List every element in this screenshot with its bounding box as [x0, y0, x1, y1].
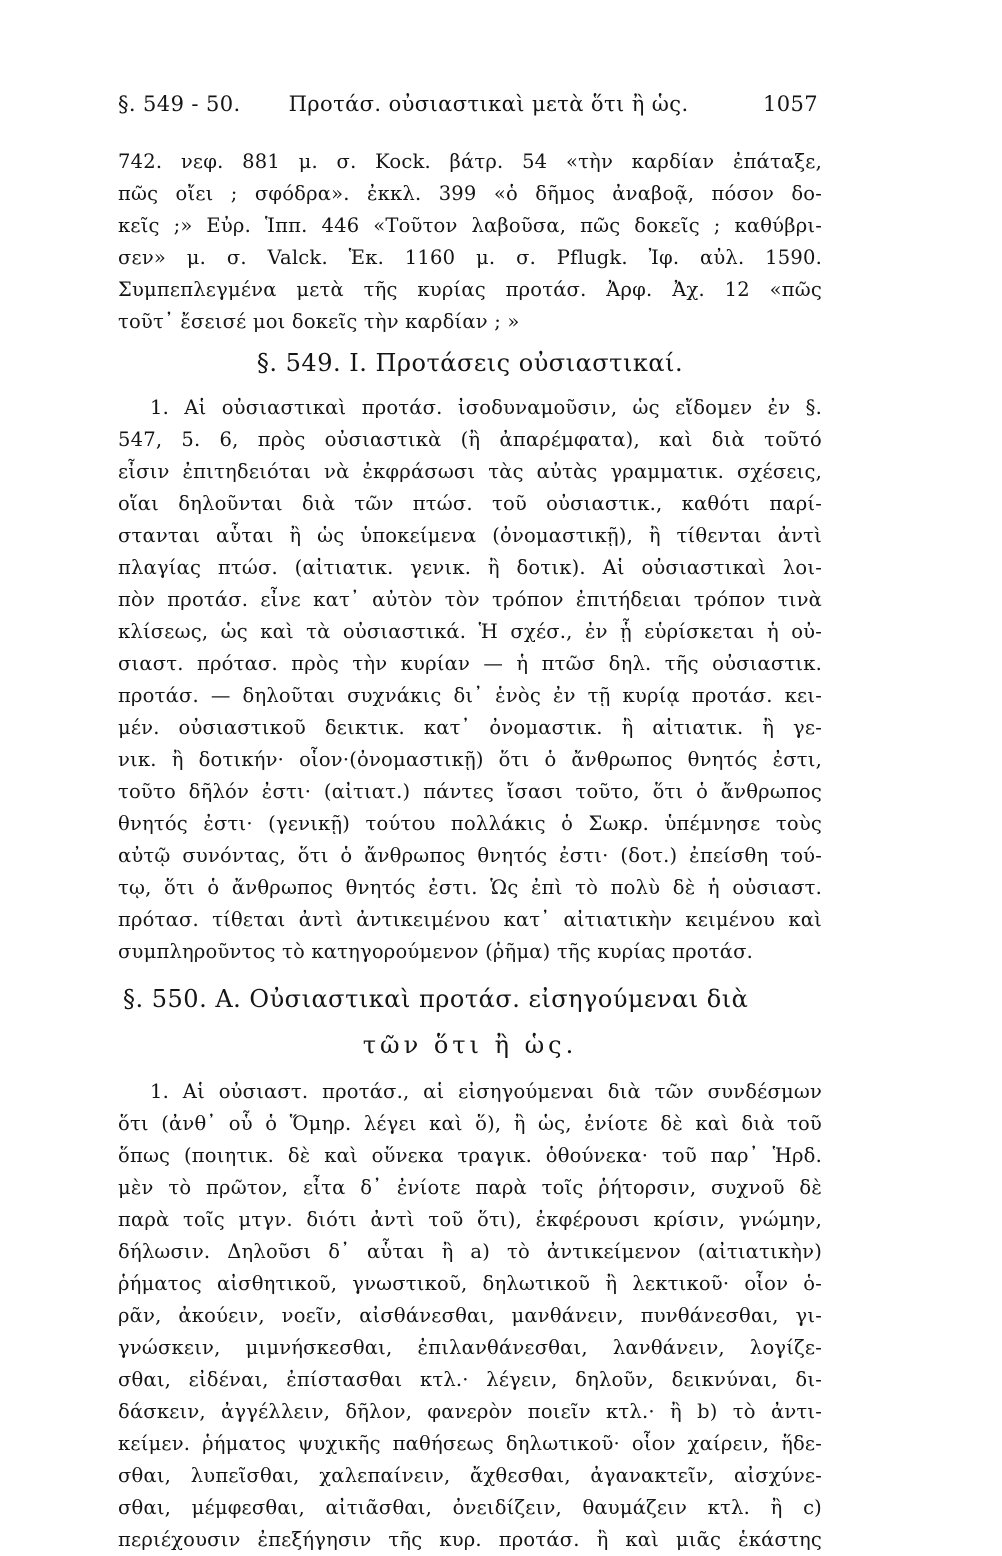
- text-line: μέν. οὐσιαστικοῦ δεικτικ. κατ᾽ ὀνομαστικ. ἢ αἰτιατικ. ἢ γε-: [118, 716, 822, 739]
- section-550-heading: §. 550. Α. Οὐσιαστικαὶ προτάσ. εἰσηγούμεναι διὰ: [123, 985, 749, 1013]
- text-line: περιέχουσιν ἐπεξήγησιν τῆς κυρ. προτάσ. ἢ καὶ μιᾶς ἑκάστης: [118, 1528, 822, 1551]
- text-line: πὸν προτάσ. εἶνε κατ᾽ αὐτὸν τὸν τρόπον ἐπιτήδειαι τρόπον τινὰ: [118, 588, 822, 611]
- text-line: στανται αὗται ἢ ὡς ὑποκείμενα (ὀνομαστικῇ), ἢ τίθενται ἀντὶ: [118, 524, 822, 547]
- text-line: παρὰ τοῖς μτγν. διότι ἀντὶ τοῦ ὅτι), ἐκφέρουσι κρίσιν, γνώμην,: [118, 1208, 822, 1231]
- text-line: ὅπως (ποιητικ. δὲ καὶ οὕνεκα τραγικ. ὁθούνεκα· τοῦ παρ᾽ Ἡρδ.: [118, 1144, 822, 1167]
- text-line: κεῖς ;» Εὐρ. Ἱππ. 446 «Τοῦτον λαβοῦσα, πῶς δοκεῖς ; καθύβρι-: [118, 214, 822, 237]
- text-line: Συμπεπλεγμένα μετὰ τῆς κυρίας προτάσ. Ἀρφ. Ἀχ. 12 «πῶς: [118, 278, 822, 301]
- text-line: γνώσκειν, μιμνήσκεσθαι, ἐπιλανθάνεσθαι, λανθάνειν, λογίζε-: [118, 1336, 822, 1359]
- spacer: [118, 968, 822, 974]
- section-549-paragraph: [118, 392, 822, 968]
- text-line: σεν» μ. σ. Valck. Ἑκ. 1160 μ. σ. Pflugk. Ἰφ. αὐλ. 1590.: [118, 246, 822, 269]
- text-line: τοῦτ᾽ ἔσεισέ μοι δοκεῖς τὴν καρδίαν ; »: [118, 310, 520, 333]
- text-line: ρᾶν, ἀκούειν, νοεῖν, αἰσθάνεσθαι, μανθάνειν, πυνθάνεσθαι, γι-: [118, 1304, 822, 1327]
- text-line: σθαι, εἰδέναι, ἐπίστασθαι κτλ.· λέγειν, δηλοῦν, δεικνύναι, δι-: [118, 1368, 822, 1391]
- text-line: 1. Αἱ οὐσιαστ. προτάσ., αἱ εἰσηγούμεναι διὰ τῶν συνδέσμων: [150, 1080, 822, 1103]
- page-number: 1057: [762, 92, 818, 116]
- text-line: συμπληροῦντος τὸ κατηγορούμενον (ῥῆμα) τῆς κυρίας προτάσ.: [118, 940, 753, 963]
- text-line: μὲν τὸ πρῶτον, εἶτα δ᾽ ἐνίοτε παρὰ τοῖς ῥήτορσιν, συχνοῦ δὲ: [118, 1176, 822, 1199]
- text-line: ῥήματος αἰσθητικοῦ, γνωστικοῦ, δηλωτικοῦ ἢ λεκτικοῦ· οἷον ὁ-: [118, 1272, 822, 1295]
- section-550-subheading: τῶν ὅτι ἢ ὡς.: [362, 1031, 578, 1059]
- text-line: τοῦτο δῆλόν ἐστι· (αἰτιατ.) πάντες ἴσασι τοῦτο, ὅτι ὁ ἄνθρωπος: [118, 780, 822, 803]
- text-line: εἶσιν ἐπιτηδειόται νὰ ἐκφράσωσι τὰς αὐτὰς γραμματικ. σχέσεις,: [118, 460, 822, 483]
- text-line: οἵαι δηλοῦνται διὰ τῶν πτώσ. τοῦ οὐσιαστικ., καθότι παρί-: [118, 492, 822, 515]
- text-line: σθαι, μέμφεσθαι, αἰτιᾶσθαι, ὀνειδίζειν, θαυμάζειν κτλ. ἢ c): [118, 1496, 822, 1519]
- text-line: δάσκειν, ἀγγέλλειν, δῆλον, φανερὸν ποιεῖν κτλ.· ἢ b) τὸ ἀντι-: [118, 1400, 822, 1423]
- text-line: 742. νεφ. 881 μ. σ. Kock. βάτρ. 54 «τὴν καρδίαν ἐπάταξε,: [118, 150, 822, 173]
- text-line: πλαγίας πτώσ. (αἰτιατικ. γενικ. ἢ δοτικ). Αἱ οὐσιαστικαὶ λοι-: [118, 556, 822, 579]
- text-line: σθαι, λυπεῖσθαι, χαλεπαίνειν, ἄχθεσθαι, ἀγανακτεῖν, αἰσχύνε-: [118, 1464, 822, 1487]
- text-line: κείμεν. ῥήματος ψυχικῆς παθήσεως δηλωτικοῦ· οἷον χαίρειν, ἥδε-: [118, 1432, 822, 1455]
- text-line: πῶς οἴει ; σφόδρα». ἐκκλ. 399 «ὁ δῆμος ἀναβοᾷ, πόσον δο-: [118, 182, 822, 205]
- section-549-heading: §. 549. Ι. Προτάσεις οὐσιαστικαί.: [256, 349, 684, 377]
- text-line: αὐτῷ συνόντας, ὅτι ὁ ἄνθρωπος θνητός ἐστι· (δοτ.) ἐπείσθη τού-: [118, 844, 822, 867]
- text-line: δήλωσιν. Δηλοῦσι δ᾽ αὗται ἢ a) τὸ ἀντικείμενον (αἰτιατικὴν): [118, 1240, 822, 1263]
- text-line: θνητός ἐστι· (γενικῇ) τούτου πολλάκις ὁ Σωκρ. ὑπέμνησε τοὺς: [118, 812, 822, 835]
- text-line: 1. Αἱ οὐσιαστικαὶ προτάσ. ἰσοδυναμοῦσιν, ὡς εἴδομεν ἐν §.: [150, 396, 822, 419]
- running-head-section: §. 549 - 50.: [118, 92, 241, 116]
- intro-paragraph: [118, 146, 822, 338]
- running-head-title: Προτάσ. οὐσιαστικαὶ μετὰ ὅτι ἢ ὡς.: [288, 92, 689, 116]
- running-head: [118, 92, 822, 116]
- text-line: νικ. ἢ δοτικήν· οἷον·(ὀνομαστικῇ) ὅτι ὁ ἄνθρωπος θνητός ἐστι,: [118, 748, 822, 771]
- text-line: 547, 5. 6, πρὸς οὐσιαστικὰ (ἢ ἀπαρέμφατα), καὶ διὰ τοῦτό: [118, 428, 822, 451]
- text-line: τῳ, ὅτι ὁ ἄνθρωπος θνητός ἐστι. Ὡς ἐπὶ τὸ πολὺ δὲ ἡ οὐσιαστ.: [118, 876, 822, 899]
- text-line: ὅτι (ἀνθ᾽ οὗ ὁ Ὅμηρ. λέγει καὶ ὅ), ἢ ὡς, ἐνίοτε δὲ καὶ διὰ τοῦ: [118, 1112, 822, 1135]
- text-line: σιαστ. πρότασ. πρὸς τὴν κυρίαν — ἡ πτῶσ δηλ. τῆς οὐσιαστικ.: [118, 652, 822, 675]
- text-line: προτάσ. — δηλοῦται συχνάκις δι᾽ ἑνὸς ἐν τῇ κυρίᾳ προτάσ. κει-: [118, 684, 822, 707]
- text-line: κλίσεως, ὡς καὶ τὰ οὐσιαστικά. Ἡ σχέσ., ἐν ᾗ εὑρίσκεται ἡ οὐ-: [118, 620, 822, 643]
- text-line: πρότασ. τίθεται ἀντὶ ἀντικειμένου κατ᾽ αἰτιατικὴν κειμένου καὶ: [118, 908, 822, 931]
- section-550-paragraph: [118, 1076, 822, 1556]
